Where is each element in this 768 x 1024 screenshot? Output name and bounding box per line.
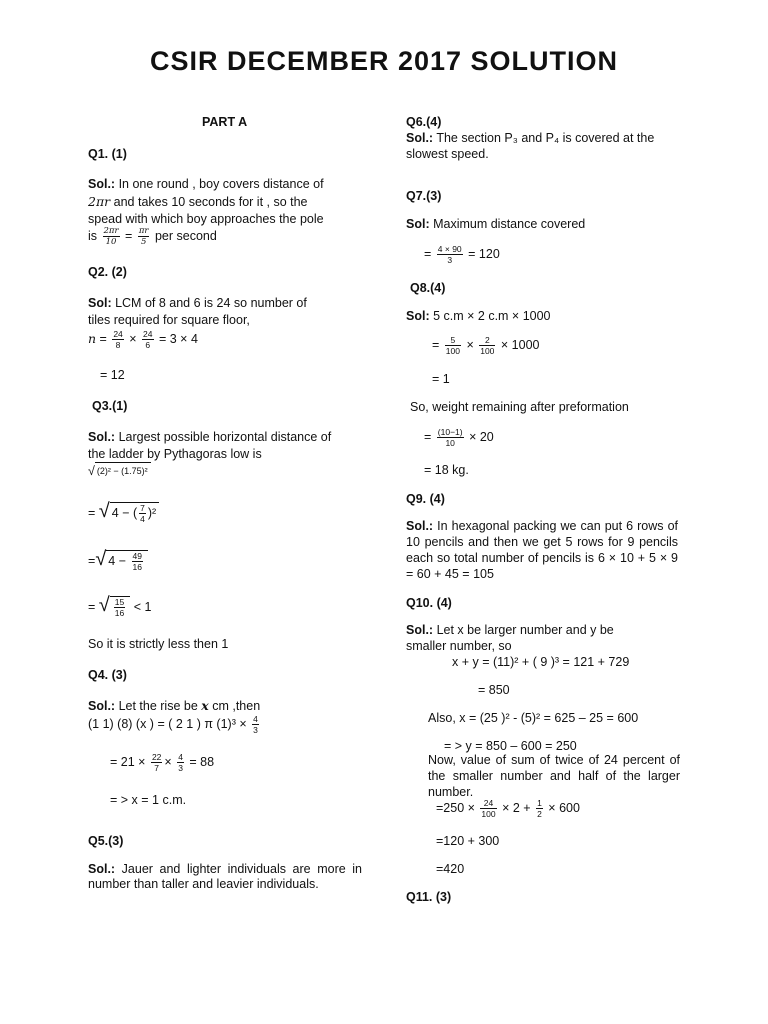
q10-eq2: = 850 <box>478 683 510 697</box>
q10-eq5: =250 × $\frac{24}{100}$ × 2 + $\frac{1}{2}$ × 600 <box>436 798 580 819</box>
q3-root1: √ (2)² − (1.75)² <box>88 462 151 479</box>
q7-heading: Q7.(3) <box>406 189 442 203</box>
q3-root4: = √ $\frac{15}{16}$ < 1 <box>88 593 152 618</box>
q2-line2: tiles required for square floor, <box>88 313 250 327</box>
q2-eq1: n = $\frac{24}{8}$ × $\frac{24}{6}$ = 3 × 4 <box>88 329 198 350</box>
q10-eq4: = > y = 850 – 600 = 250 <box>444 739 577 753</box>
q8-eq2: = 1 <box>432 372 450 386</box>
q8-eq3: = $\frac{(10-1)}{10}$ × 20 <box>424 427 494 448</box>
q4-line3: = 21 × $\frac{22}{7}$ × $\frac{4}{3}$ = 88 <box>110 752 215 773</box>
q6-heading: Q6.(4) <box>406 115 442 129</box>
q10-eq1: x + y = (11)² + ( 9 )³ = 121 + 729 <box>452 655 630 669</box>
q4-heading: Q4. (3) <box>88 668 127 682</box>
part-heading: PART A <box>202 115 248 129</box>
q4-line2: (1 1) (8) (x ) = ( 2 1 ) π (1)³ × $\frac{4}{3}$ <box>88 714 258 735</box>
q1-heading: Q1. (1) <box>88 147 127 161</box>
q3-heading: Q3.(1) <box>92 399 128 413</box>
q7-line1: Sol: Maximum distance covered <box>406 217 586 231</box>
q9-text: Sol.: In hexagonal packing we can put 6 rows of 10 pencils and then we get 5 rows for 9 pencils each so total number of pencils is 6 × 10 + 5 × 9 = 60 + 45 = 105 <box>406 519 678 581</box>
q11-heading: Q11. (3) <box>406 890 452 904</box>
q10-line3: Now, value of sum of twice of 24 percent of the smaller number and half of the larger number. <box>428 753 680 799</box>
q4-line4: = > x = 1 c.m. <box>110 793 187 807</box>
q9-heading: Q9. (4) <box>406 492 445 506</box>
q5-text: Sol.: Jauer and lighter individuals are more in number than taller and leavier individuals. <box>88 862 362 891</box>
q10-line2: smaller number, so <box>406 639 512 653</box>
q3-line2: the ladder by Pythagoras low is <box>88 447 262 461</box>
q10-eq3: Also, x = (25 )² - (5)² = 625 – 25 = 600 <box>428 711 639 725</box>
q1-line2: 2πr and takes 10 seconds for it , so the <box>88 194 308 209</box>
q6-line2: slowest speed. <box>406 147 489 161</box>
q10-line1: Sol.: Let x be larger number and y be <box>406 623 614 637</box>
q6-line1: Sol.: The section P₃ and P₄ is covered at the <box>406 131 655 145</box>
q3-line1: Sol.: Largest possible horizontal distance of <box>88 430 332 444</box>
q1-line3: spead with which boy approaches the pole <box>88 212 324 226</box>
q1-line1: Sol.: In one round , boy covers distance of <box>88 177 324 191</box>
q2-eq2: = 12 <box>100 368 125 382</box>
page-title: CSIR DECEMBER 2017 SOLUTION <box>149 46 619 76</box>
q3-conclusion: So it is strictly less then 1 <box>88 637 229 651</box>
q10-eq6: =120 + 300 <box>436 834 500 848</box>
q5-heading: Q5.(3) <box>88 834 124 848</box>
q3-root3: =√ 4 − $\frac{49}{16}$ <box>88 550 148 572</box>
q7-eq: = $\frac{4 \times 90}{3}$ = 120 <box>424 244 500 265</box>
q8-line1: Sol: 5 c.m × 2 c.m × 1000 <box>406 309 551 323</box>
q8-heading: Q8.(4) <box>410 281 446 295</box>
q2-heading: Q2. (2) <box>88 265 127 279</box>
q1-line4: is $\frac{2\pi r}{10}$ = $\frac{\pi r}{5}$ per second <box>88 226 217 247</box>
q3-root2: = √ 4 − ( $\frac{7}{4}$ )² <box>88 502 159 524</box>
q8-eq1: = $\frac{5}{100}$ × $\frac{2}{100}$ × 1000 <box>432 335 540 356</box>
q8-line2: So, weight remaining after preformation <box>410 400 629 414</box>
q10-heading: Q10. (4) <box>406 596 452 610</box>
q4-line1: Sol.: Let the rise be x cm ,then <box>88 698 261 713</box>
q2-line1: Sol: LCM of 8 and 6 is 24 so number of <box>88 296 307 310</box>
q8-eq4: = 18 kg. <box>424 463 469 477</box>
q10-eq7: =420 <box>436 862 465 876</box>
